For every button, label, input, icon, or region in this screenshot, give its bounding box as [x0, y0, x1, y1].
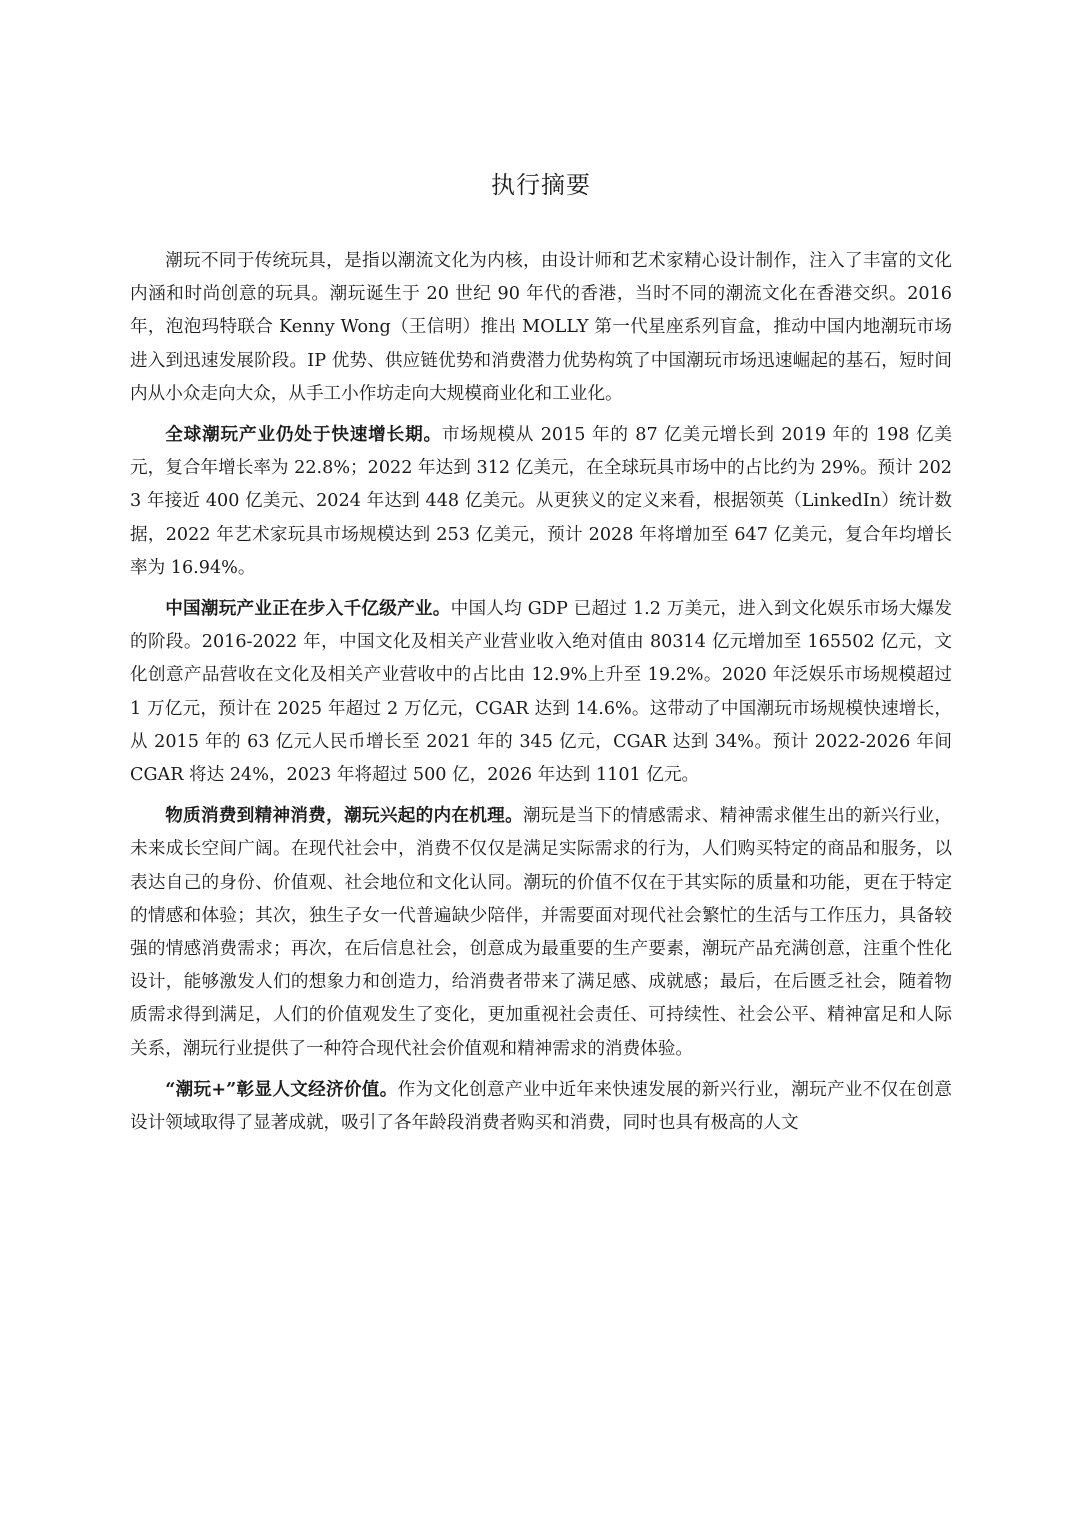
document-title: 执行摘要 [491, 171, 591, 199]
paragraph-consumption-mechanism [130, 799, 952, 1066]
paragraph-china-market [130, 592, 952, 792]
paragraph-text: 潮玩不同于传统玩具，是指以潮流文化为内核，由设计师和艺术家精心设计制作，注入了丰富的文化内涵和时尚创意的玩具。潮玩诞生于 20 世纪 90 年代的香港，当时不同的潮流文化在香港交织。2016 年，泡泡玛特联合 Kenny Wong（王信明）推出 MOLLY 第一代星座系列盲盒，推动中国内地潮玩市场进入到迅速发展阶段。IP 优势、供应链优势和消费潜力优势构筑了中国潮玩市场迅速崛起的基石，短时间内从小众走向大众，从手工小作坊走向大规模商业化和工业化。 [130, 251, 952, 404]
document-page [130, 168, 952, 1147]
paragraph-text: 作为文化创意产业中近年来快速发展的新兴行业，潮玩产业不仅在创意设计领域取得了显著成就，吸引了各年龄段消费者购买和消费，同时也具有极高的人文 [130, 1079, 952, 1134]
paragraph-global-market [130, 418, 952, 585]
paragraph-lead: 物质消费到精神消费，潮玩兴起的内在机理。 [165, 805, 523, 827]
paragraph-lead: “潮玩+”彰显人文经济价值。 [165, 1078, 398, 1100]
paragraph-humanistic-value [130, 1073, 952, 1140]
paragraph-text: 市场规模从 2015 年的 87 亿美元增长到 2019 年的 198 亿美元，复合年增长率为 22.8%；2022 年达到 312 亿美元，在全球玩具市场中的占比约为 29%。预计 2023 年接近 400 亿美元、2024 年达到 448 亿美元。从更狭义的定义来看，根据领英（LinkedIn）统计数据，2022 年艺术家玩具市场规模达到 253 亿美元，预计 2028 年将增加至 647 亿美元，复合年均增长率为 16.94%。 [130, 425, 952, 578]
paragraph-text: 中国人均 GDP 已超过 1.2 万美元，进入到文化娱乐市场大爆发的阶段。2016-2022 年，中国文化及相关产业营业收入绝对值由 80314 亿元增加至 165502 亿元，文化创意产品营收在文化及相关产业营收中的占比由 12.9%上升至 19.2%。2020 年泛娱乐市场规模超过 1 万亿元，预计在 2025 年超过 2 万亿元，CGAR 达到 14.6%。这带动了中国潮玩市场规模快速增长，从 2015 年的 63 亿元人民币增长至 2021 年的 345 亿元，CGAR 达到 34%。预计 2022-2026 年间 CGAR 将达 24%，2023 年将超过 500 亿，2026 年达到 1101 亿元。 [130, 599, 952, 786]
paragraph-intro [130, 244, 952, 411]
paragraph-lead: 全球潮玩产业仍处于快速增长期。 [165, 424, 442, 446]
paragraph-lead: 中国潮玩产业正在步入千亿级产业。 [165, 598, 451, 620]
paragraph-text: 潮玩是当下的情感需求、精神需求催生出的新兴行业，未来成长空间广阔。在现代社会中，消费不仅仅是满足实际需求的行为，人们购买特定的商品和服务，以表达自己的身份、价值观、社会地位和文化认同。潮玩的价值不仅在于其实际的质量和功能，更在于特定的情感和体验；其次，独生子女一代普遍缺少陪伴，并需要面对现代社会繁忙的生活与工作压力，具备较强的情感消费需求；再次，在后信息社会，创意成为最重要的生产要素，潮玩产品充满创意，注重个性化设计，能够激发人们的想象力和创造力，给消费者带来了满足感、成就感；最后，在后匮乏社会，随着物质需求得到满足，人们的价值观发生了变化，更加重视社会责任、可持续性、社会公平、精神富足和人际关系，潮玩行业提供了一种符合现代社会价值观和精神需求的消费体验。 [130, 806, 952, 1059]
